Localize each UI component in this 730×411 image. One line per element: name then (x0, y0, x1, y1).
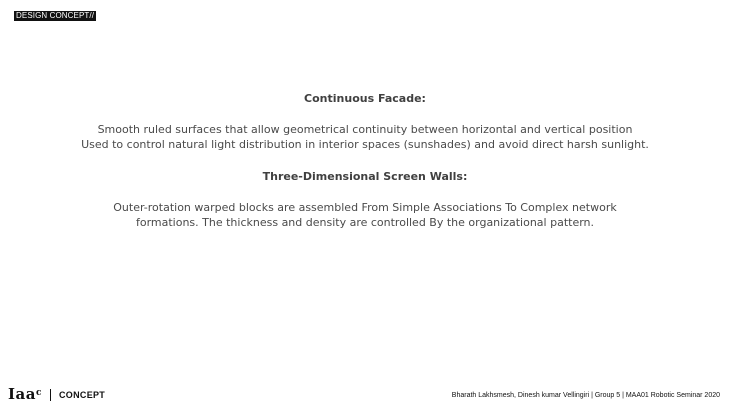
design-concept-tag: DESIGN CONCEPT// (16, 11, 95, 20)
footer (0, 385, 730, 405)
logo-sup-text: c (35, 388, 42, 398)
iaac-logo (8, 385, 42, 403)
footer-section-label: CONCEPT (59, 390, 106, 400)
footer-divider (50, 389, 51, 401)
main-content (0, 92, 730, 230)
heading-screen-walls: Three-Dimensional Screen Walls: (262, 170, 468, 183)
paragraph-line: formations. The thickness and density are controlled By the organizational pattern. (135, 216, 595, 229)
logo-main-text: Iaa (8, 385, 36, 403)
heading-continuous-facade: Continuous Facade: (304, 92, 426, 105)
paragraph-line: Smooth ruled surfaces that allow geometrical continuity between horizontal and vertical position (97, 123, 633, 136)
footer-credits: Bharath Lakhsmesh, Dinesh kumar Vellingiri | Group 5 | MAA01 Robotic Seminar 2020 (451, 392, 720, 399)
paragraph-line: Used to control natural light distribution in interior spaces (sunshades) and avoid direct harsh sunlight. (81, 138, 649, 151)
paragraph-line: Outer-rotation warped blocks are assembled From Simple Associations To Complex network (113, 201, 617, 214)
